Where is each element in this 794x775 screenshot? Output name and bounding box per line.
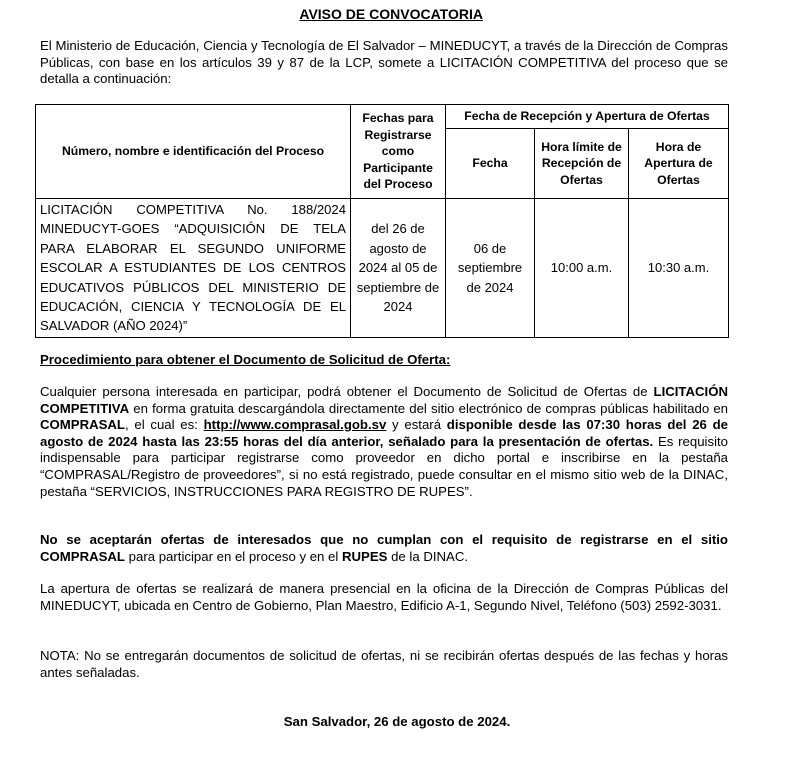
p1-text-a: Cualquier persona interesada en participar, podrá obtener el Documento de Solicitud de Ofertas de (40, 384, 654, 399)
signature-line: San Salvador, 26 de agosto de 2024. (283, 714, 511, 729)
opening-time-cell: 10:30 a.m. (629, 199, 729, 338)
p2-bold-warning: No se aceptarán ofertas de interesados que no cumplan con el requisito de registrarse en el sitio COMPRASAL (40, 532, 728, 564)
header-deadline: Hora límite de Recepción de Ofertas (535, 129, 629, 199)
p2-bold-rupes: RUPES (341, 548, 388, 564)
header-process: Número, nombre e identificación del Proceso (36, 105, 351, 199)
procedure-paragraph-1 (40, 384, 728, 500)
procedure-paragraph-2 (40, 532, 728, 565)
p1-text-h: Es requisito indispensable para participar registrarse como proveedor en dicho portal e inscribirse en la pestaña “COMPRASAL/Registro de proveedores”, si no está registrado, puede consultar en el mismo sitio web de la DINAC, pestaña “SERVICIOS, INSTRUCCIONES PARA REGISTRO DE RUPES”. (40, 433, 728, 499)
header-opening: Hora de Apertura de Ofertas (629, 129, 729, 199)
process-description: LICITACIÓN COMPETITIVA No. 188/2024 MINEDUCYT-GOES “ADQUISICIÓN DE TELA PARA ELABORAR EL SEGUNDO UNIFORME ESCOLAR A ESTUDIANTES DE LOS CENTROS EDUCATIVOS PÚBLICOS DEL MINISTERIO DE EDUCACIÓN, CIENCIA Y TECNOLOGÍA DE EL SALVADOR (AÑO 2024)” (36, 199, 351, 338)
reception-date-cell: 06 de septiembre de 2024 (446, 199, 535, 338)
p1-bold-licitacion: LICITACIÓN COMPETITIVA (40, 384, 728, 416)
table-row (36, 199, 729, 338)
register-dates-cell: del 26 de agosto de 2024 al 05 de septiembre de 2024 (351, 199, 446, 338)
procedure-heading: Procedimiento para obtener el Documento de Solicitud de Oferta: (40, 352, 451, 367)
note-paragraph: NOTA: No se entregarán documentos de solicitud de ofertas, ni se recibirán ofertas después de las fechas y horas antes señaladas. (40, 648, 728, 680)
header-register-dates: Fechas para Registrarse como Participante del Proceso (351, 105, 446, 199)
comprasal-link[interactable]: http://www.comprasal.gob.sv (203, 417, 387, 433)
header-reception-group: Fecha de Recepción y Apertura de Ofertas (446, 105, 729, 129)
p1-text-e: , el cual es: (125, 417, 204, 433)
p2-text-d: de la DINAC. (387, 548, 469, 564)
notice-title: AVISO DE CONVOCATORIA (299, 6, 483, 22)
process-table (35, 104, 729, 338)
deadline-time-cell: 10:00 a.m. (535, 199, 629, 338)
intro-paragraph: El Ministerio de Educación, Ciencia y Tecnología de El Salvador – MINEDUCYT, a través de la Dirección de Compras Públicas, con base en los artículos 39 y 87 de la LCP, somete a LICITACIÓN COMPETITIVA del proceso que se detalla a continuación: (40, 38, 728, 87)
p1-bold-comprasal: COMPRASAL (40, 417, 125, 433)
p1-text-f: y estará (386, 417, 447, 433)
procedure-paragraph-3: La apertura de ofertas se realizará de manera presencial en la oficina de la Dirección de Compras Públicas del MINEDUCYT, ubicada en Centro de Gobierno, Plan Maestro, Edificio A-1, Segundo Nivel, Teléfono (503) 2592-3031. (40, 581, 728, 613)
p2-text-b: para participar en el proceso y en el (125, 548, 342, 564)
p1-bold-availability: disponible desde las 07:30 horas del 26 de agosto de 2024 hasta las 23:55 horas del día anterior, señalado para la presentación de ofertas. (40, 417, 728, 449)
header-date: Fecha (446, 129, 535, 199)
p1-text-c: en forma gratuita descargándola directamente del sitio electrónico de compras públicas habilitado en (129, 400, 728, 416)
